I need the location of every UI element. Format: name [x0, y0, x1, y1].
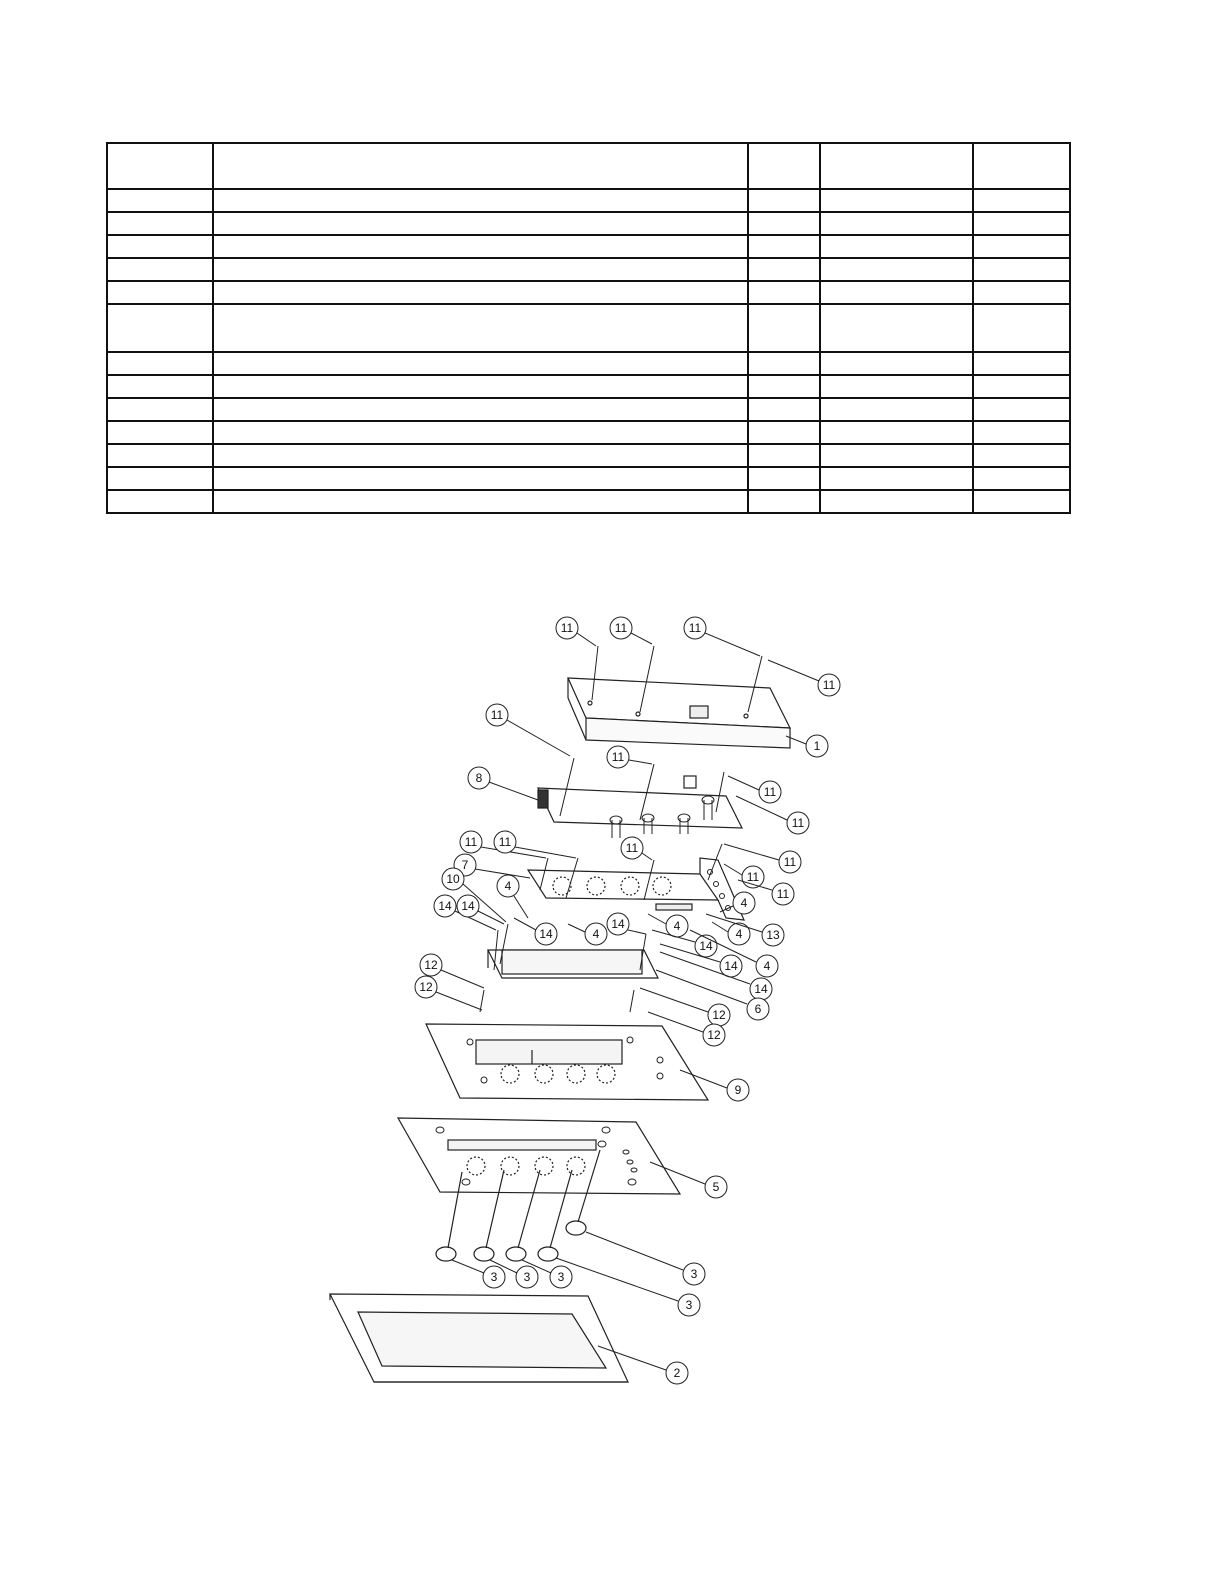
svg-text:4: 4 — [673, 919, 681, 933]
svg-text:11: 11 — [490, 708, 504, 722]
part-circuit-board — [538, 776, 742, 838]
table-cell — [213, 421, 748, 444]
table-cell — [820, 490, 973, 513]
table-cell — [107, 189, 213, 212]
table-cell — [820, 467, 973, 490]
table-cell — [820, 304, 973, 352]
table-cell — [973, 235, 1070, 258]
svg-text:3: 3 — [685, 1298, 693, 1312]
svg-text:11: 11 — [822, 678, 836, 692]
svg-text:11: 11 — [464, 835, 478, 849]
table-cell — [213, 304, 748, 352]
table-cell — [107, 304, 213, 352]
table-cell — [107, 398, 213, 421]
callout-4 — [720, 892, 755, 914]
svg-text:3: 3 — [690, 1267, 698, 1281]
part-chassis-panel — [426, 1024, 708, 1100]
callout-11 — [556, 617, 596, 646]
callout-11 — [684, 617, 760, 656]
table-cell — [973, 444, 1070, 467]
callout-11 — [724, 844, 801, 873]
svg-text:3: 3 — [490, 1270, 498, 1284]
table-cell — [973, 421, 1070, 444]
table-cell — [107, 490, 213, 513]
svg-text:11: 11 — [791, 816, 805, 830]
table-cell — [973, 352, 1070, 375]
part-cover — [568, 678, 790, 748]
table-cell — [748, 304, 820, 352]
table-cell — [213, 258, 748, 281]
table-cell — [213, 212, 748, 235]
callout-1 — [786, 735, 828, 757]
svg-text:2: 2 — [673, 1366, 681, 1380]
callout-11 — [728, 776, 781, 803]
callout-3 — [586, 1232, 705, 1285]
callout-11 — [494, 831, 576, 858]
callout-11 — [607, 746, 652, 768]
table-cell — [973, 467, 1070, 490]
table-row — [107, 444, 1070, 467]
table-cell — [973, 143, 1070, 189]
table-cell — [820, 281, 973, 304]
svg-text:7: 7 — [461, 858, 469, 872]
table-cell — [748, 421, 820, 444]
table-cell — [748, 143, 820, 189]
table-cell — [973, 281, 1070, 304]
table-cell — [820, 421, 973, 444]
table-row — [107, 467, 1070, 490]
table-cell — [748, 375, 820, 398]
callout-14 — [607, 913, 646, 935]
callout-12 — [640, 988, 730, 1026]
callout-11 — [768, 660, 840, 696]
part-bracket — [528, 858, 744, 920]
table-cell — [973, 490, 1070, 513]
table-cell — [213, 281, 748, 304]
svg-text:12: 12 — [424, 958, 438, 972]
svg-text:14: 14 — [724, 959, 738, 973]
svg-text:14: 14 — [438, 899, 452, 913]
table-cell — [820, 258, 973, 281]
table-cell — [213, 490, 748, 513]
callout-14 — [514, 918, 557, 945]
callout-12 — [415, 976, 482, 1010]
svg-text:8: 8 — [475, 771, 483, 785]
table-cell — [107, 281, 213, 304]
svg-text:14: 14 — [461, 899, 475, 913]
table-cell — [107, 467, 213, 490]
parts-list-table — [106, 142, 1071, 514]
svg-text:11: 11 — [776, 887, 790, 901]
svg-text:6: 6 — [754, 1002, 762, 1016]
table-cell — [820, 352, 973, 375]
callout-3 — [452, 1260, 505, 1288]
svg-text:12: 12 — [707, 1028, 721, 1042]
table-row — [107, 352, 1070, 375]
table-cell — [748, 281, 820, 304]
callout-4 — [568, 923, 607, 945]
table-cell — [748, 189, 820, 212]
svg-text:5: 5 — [712, 1180, 720, 1194]
svg-text:14: 14 — [699, 939, 713, 953]
svg-text:3: 3 — [523, 1270, 531, 1284]
table-cell — [973, 212, 1070, 235]
table-cell — [748, 258, 820, 281]
callout-11 — [610, 617, 652, 644]
table-cell — [748, 352, 820, 375]
table-cell — [213, 444, 748, 467]
table-row — [107, 281, 1070, 304]
table-row — [107, 421, 1070, 444]
svg-text:11: 11 — [763, 785, 777, 799]
table-cell — [107, 375, 213, 398]
table-row — [107, 398, 1070, 421]
table-cell — [820, 398, 973, 421]
table-cell — [107, 143, 213, 189]
svg-text:11: 11 — [614, 621, 628, 635]
table-cell — [213, 235, 748, 258]
table-row — [107, 212, 1070, 235]
svg-text:4: 4 — [735, 927, 743, 941]
table-cell — [973, 258, 1070, 281]
svg-text:11: 11 — [625, 841, 639, 855]
callout-8 — [468, 767, 538, 800]
table-cell — [213, 143, 748, 189]
svg-text:11: 11 — [498, 835, 512, 849]
table-row — [107, 490, 1070, 513]
svg-text:14: 14 — [539, 927, 553, 941]
table-cell — [820, 143, 973, 189]
table-cell — [820, 375, 973, 398]
callout-11 — [486, 704, 570, 756]
table-cell — [973, 375, 1070, 398]
table-cell — [748, 444, 820, 467]
table-cell — [213, 375, 748, 398]
table-cell — [820, 189, 973, 212]
svg-text:11: 11 — [560, 621, 574, 635]
table-cell — [748, 467, 820, 490]
exploded-assembly-diagram — [320, 605, 880, 1395]
svg-text:4: 4 — [592, 927, 600, 941]
table-cell — [973, 189, 1070, 212]
svg-text:10: 10 — [446, 872, 460, 886]
svg-text:4: 4 — [763, 959, 771, 973]
callout-4 — [712, 922, 750, 945]
table-cell — [748, 235, 820, 258]
table-cell — [213, 467, 748, 490]
table-cell — [213, 398, 748, 421]
callout-4 — [497, 875, 528, 918]
table-cell — [107, 352, 213, 375]
svg-text:11: 11 — [611, 750, 625, 764]
table-cell — [107, 421, 213, 444]
callout-7 — [454, 854, 530, 878]
svg-text:4: 4 — [504, 879, 512, 893]
table-row — [107, 304, 1070, 352]
table-cell — [107, 258, 213, 281]
part-bezel — [330, 1294, 628, 1382]
svg-text:11: 11 — [783, 855, 797, 869]
callout-4 — [648, 914, 688, 937]
table-cell — [107, 235, 213, 258]
table-cell — [973, 398, 1070, 421]
table-cell — [213, 189, 748, 212]
svg-text:4: 4 — [740, 896, 748, 910]
part-display-window — [488, 950, 658, 978]
table-header-row — [107, 143, 1070, 189]
svg-text:11: 11 — [688, 621, 702, 635]
svg-text:11: 11 — [746, 870, 760, 884]
svg-text:14: 14 — [754, 982, 768, 996]
table-row — [107, 258, 1070, 281]
part-overlay-plate — [398, 1118, 680, 1194]
table-cell — [213, 352, 748, 375]
svg-text:1: 1 — [813, 739, 821, 753]
svg-text:12: 12 — [712, 1008, 726, 1022]
table-row — [107, 189, 1070, 212]
table-row — [107, 235, 1070, 258]
table-cell — [748, 490, 820, 513]
callout-11 — [621, 837, 652, 860]
table-cell — [748, 398, 820, 421]
table-row — [107, 375, 1070, 398]
svg-text:3: 3 — [557, 1270, 565, 1284]
svg-text:13: 13 — [766, 928, 780, 942]
svg-text:12: 12 — [419, 980, 433, 994]
table-cell — [107, 212, 213, 235]
table-cell — [820, 444, 973, 467]
table-cell — [820, 212, 973, 235]
table-cell — [748, 212, 820, 235]
svg-text:14: 14 — [611, 917, 625, 931]
callout-11 — [724, 864, 764, 888]
table-cell — [820, 235, 973, 258]
table-cell — [107, 444, 213, 467]
svg-text:9: 9 — [734, 1083, 742, 1097]
table-cell — [973, 304, 1070, 352]
